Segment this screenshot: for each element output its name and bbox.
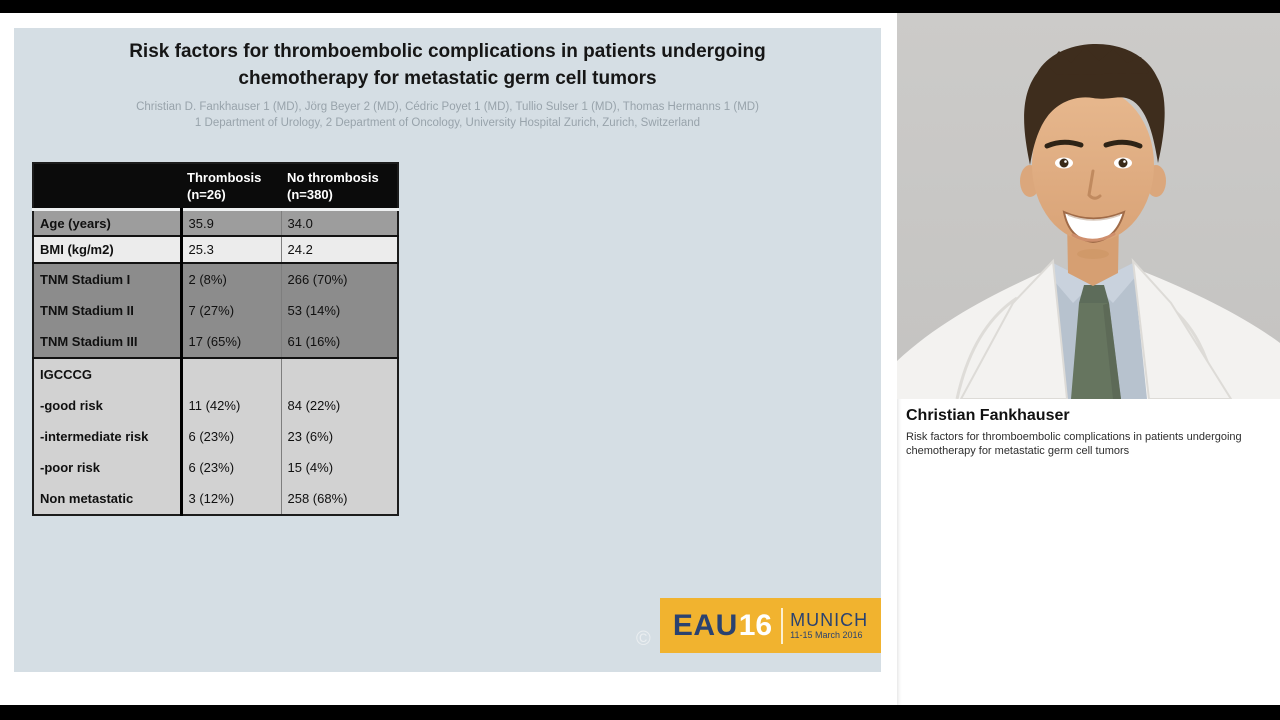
top-letterbox-bar — [0, 0, 1280, 13]
copyright-watermark-icon: © — [636, 628, 651, 650]
table-row — [33, 358, 398, 390]
slide-title-line2: chemotherapy for metastatic germ cell tumors — [238, 68, 657, 89]
speaker-info — [897, 399, 1280, 458]
speaker-photo — [897, 13, 1280, 399]
header-thrombosis-line2: (n=26) — [187, 187, 226, 202]
row-label: IGCCCG — [33, 358, 181, 390]
table-row — [33, 210, 398, 237]
row-value-no-thrombosis: 258 (68%) — [281, 483, 398, 515]
table-row — [33, 421, 398, 452]
table-header-row — [33, 163, 398, 210]
row-value-no-thrombosis: 24.2 — [281, 236, 398, 263]
slide-title-line1: Risk factors for thromboembolic complications in patients undergoing — [129, 41, 766, 62]
logo-org-text: EAU — [672, 608, 738, 642]
logo-dates-text: 11-15 March 2016 — [790, 630, 863, 640]
row-label: -intermediate risk — [33, 421, 181, 452]
eau16-munich-logo — [660, 598, 881, 653]
row-value-thrombosis: 3 (12%) — [181, 483, 281, 515]
row-value-thrombosis: 6 (23%) — [181, 421, 281, 452]
table-row — [33, 390, 398, 421]
logo-divider — [781, 608, 783, 644]
row-label: Non metastatic — [33, 483, 181, 515]
row-value-thrombosis: 6 (23%) — [181, 452, 281, 483]
row-value-thrombosis: 7 (27%) — [181, 295, 281, 326]
table-row — [33, 452, 398, 483]
slide-affiliations: 1 Department of Urology, 2 Department of Oncology, University Hospital Zurich, Zurich, Switzerland — [194, 117, 701, 129]
table-row — [33, 483, 398, 515]
row-value-no-thrombosis: 23 (6%) — [281, 421, 398, 452]
row-label: Age (years) — [33, 210, 181, 237]
table-row — [33, 263, 398, 295]
speaker-portrait-illustration — [897, 13, 1280, 399]
presentation-slide — [14, 28, 881, 672]
row-value-thrombosis: 17 (65%) — [181, 326, 281, 358]
row-label: TNM Stadium II — [33, 295, 181, 326]
row-value-no-thrombosis: 34.0 — [281, 210, 398, 237]
row-value-thrombosis: 11 (42%) — [181, 390, 281, 421]
row-value-no-thrombosis: 266 (70%) — [281, 263, 398, 295]
row-value-thrombosis: 25.3 — [181, 236, 281, 263]
table-row — [33, 236, 398, 263]
header-no-thrombosis-line2: (n=380) — [287, 187, 333, 202]
row-label: TNM Stadium III — [33, 326, 181, 358]
bottom-letterbox-bar — [0, 705, 1280, 720]
row-value-thrombosis: 35.9 — [181, 210, 281, 237]
row-label: BMI (kg/m2) — [33, 236, 181, 263]
speaker-talk-title: Risk factors for thromboembolic complications in patients undergoing chemotherapy for metastatic germ cell tumors — [906, 431, 1242, 457]
risk-factors-table — [32, 162, 399, 516]
logo-year-text: 16 — [738, 608, 773, 642]
slide-title — [38, 38, 858, 92]
header-no-thrombosis-line1: No thrombosis — [287, 170, 379, 185]
row-value-no-thrombosis — [281, 358, 398, 390]
header-empty-cell — [33, 163, 181, 210]
row-value-no-thrombosis: 53 (14%) — [281, 295, 398, 326]
row-label: -good risk — [33, 390, 181, 421]
row-value-thrombosis — [181, 358, 281, 390]
logo-city-text: MUNICH — [790, 610, 869, 630]
slide-card — [0, 13, 897, 705]
row-value-no-thrombosis: 84 (22%) — [281, 390, 398, 421]
row-label: -poor risk — [33, 452, 181, 483]
row-value-no-thrombosis: 15 (4%) — [281, 452, 398, 483]
slide-authors: Christian D. Fankhauser 1 (MD), Jörg Beyer 2 (MD), Cédric Poyet 1 (MD), Tullio Sulser 1 (MD), Thomas Hermanns 1 (MD) — [136, 101, 759, 113]
header-no-thrombosis — [281, 163, 398, 210]
table-row — [33, 295, 398, 326]
table-row — [33, 326, 398, 358]
row-value-thrombosis: 2 (8%) — [181, 263, 281, 295]
row-value-no-thrombosis: 61 (16%) — [281, 326, 398, 358]
speaker-name: Christian Fankhauser — [906, 407, 1070, 424]
header-thrombosis — [181, 163, 281, 210]
header-thrombosis-line1: Thrombosis — [187, 170, 262, 185]
row-label: TNM Stadium I — [33, 263, 181, 295]
